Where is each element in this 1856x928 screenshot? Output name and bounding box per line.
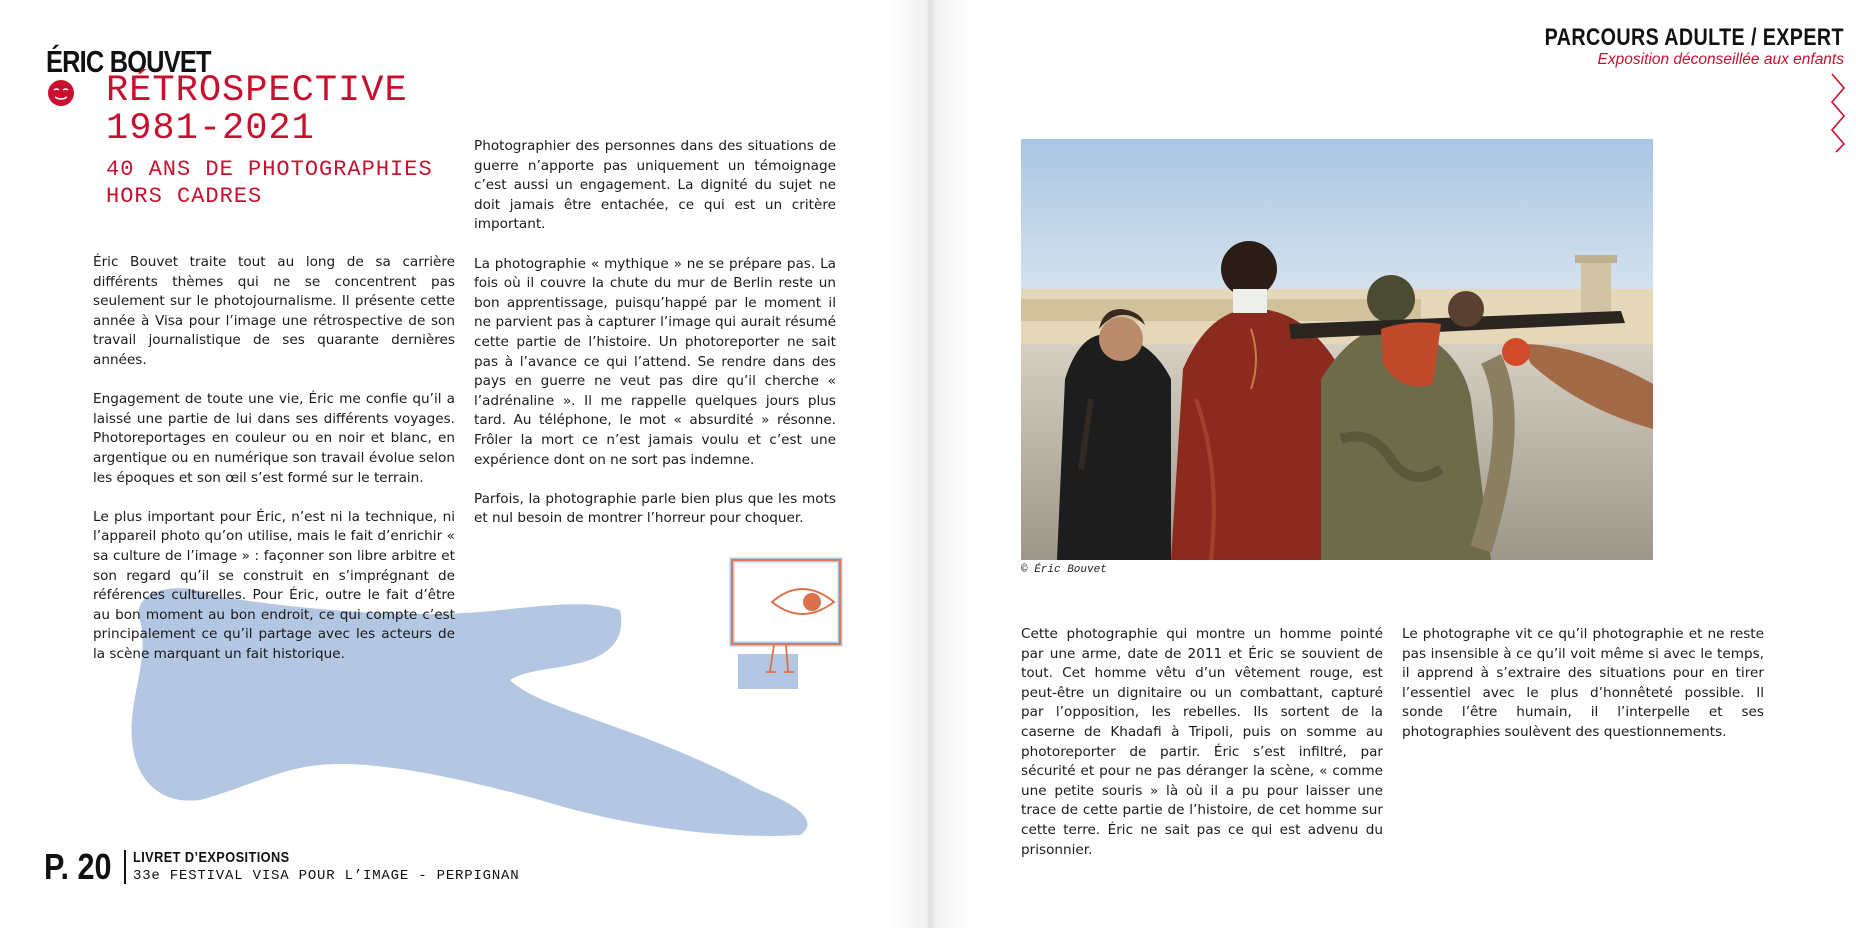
left-page-column-2 (474, 137, 836, 548)
subtitle-line-2: HORS CADRES (106, 184, 263, 209)
age-warning: Exposition déconseillée aux enfants (1597, 51, 1844, 68)
paragraph: Engagement de toute une vie, Éric me confie qu’il a laissé une partie de lui dans ses différents voyages. Photoreportages en couleur ou en noir et blanc, en argentique ou en numérique son travail évolue selon les époques et son œil s’est formé sur le terrain. (93, 391, 455, 486)
paragraph: Cette photographie qui montre un homme pointé par une arme, date de 2011 et Éric se souvient de tout. Cet homme vêtu d’un vêtement rouge, est peut-être un dignitaire ou un combattant, capturé par l’opposition, les rebelles. Ils sortent de la caserne de Khadafi à Tripoli, puis on somme au photoreporter de partir. Éric s’est infiltré, par sécurité et pour ne pas déranger la scène, « comme une petite souris » là où il a pu pour laisser une trace de cette partie de l’histoire, de cet homme sur cette terre. Éric ne sait pas ce qui est advenu du prisonnier. (1021, 626, 1383, 858)
left-page-column-1 (93, 253, 455, 684)
paragraph: Parfois, la photographie parle bien plus que les mots et nul besoin de montrer l’horreur pour choquer. (474, 490, 836, 527)
page-subtitle (106, 156, 433, 210)
photo-caption: © Éric Bouvet (1021, 564, 1107, 576)
title-line-2: 1981-2021 (106, 108, 315, 150)
right-page-column-1 (1021, 625, 1383, 880)
paragraph: Le photographe vit ce qu’il photographie et ne reste pas insensible à ce qu’il voit même si avec le temps, il apprend à s’extraire des situations pour en tirer l’essentiel avec le plus d’honnêteté possible. Il sonde l’être humain, il l’interpelle et ses photographies soulèvent des questionnements. (1402, 626, 1764, 740)
author-name: ÉRIC BOUVET (46, 44, 211, 79)
footer-booklet-title: LIVRET D’EXPOSITIONS (133, 849, 290, 866)
paragraph: Éric Bouvet traite tout au long de sa carrière différents thèmes qui ne se concentrent pas seulement sur le photojournalisme. Il présente cette année à Visa pour l’image une rétrospective de son travail journalistique de ses quarante dernières années. (93, 254, 455, 368)
right-page (928, 0, 1856, 928)
feature-photograph (1021, 139, 1653, 560)
red-face-logo-icon (48, 80, 74, 106)
title-line-1: RÉTROSPECTIVE (106, 70, 408, 112)
paragraph: Photographier des personnes dans des situations de guerre n’apporte pas uniquement un témoignage c’est aussi un engagement. La dignité du sujet ne doit jamais être entachée, ce qui est un critère important. (474, 138, 836, 233)
paragraph: Le plus important pour Éric, n’est ni la technique, ni l’appareil photo qu’on utilise, mais le fait d’enrichir « sa culture de l’image » : façonner son libre arbitre et son regard qu’il se construit en s’imprégnant de références culturelles. Pour Éric, outre le fait d’être au bon moment au bon endroit, ce qui compte c’est principalement ce qu’il partage avec les acteurs de la scène marquant un fait historique. (93, 508, 455, 662)
footer-festival-name: 33e FESTIVAL VISA POUR L’IMAGE - PERPIGNAN (133, 868, 520, 884)
subtitle-line-1: 40 ANS DE PHOTOGRAPHIES (106, 157, 433, 182)
paragraph: La photographie « mythique » ne se prépare pas. La fois où il couvre la chute du mur de Berlin reste un bon apprentissage, puisqu’happé par le moment il ne parvient pas à capturer l’image qui aurait résumé cette partie de l’histoire. Un photoreporter ne sait pas à l’avance ce qui l’attend. Se rendre dans des pays en guerre ne veut pas dire qu’il cherche « l’adrénaline ». Il me rappelle quelques jours plus tard. Au téléphone, le mot « absurdité » résonne. Frôler la mort ce n’est jamais voulu et c’est une expérience dont on ne sort pas indemne. (474, 255, 836, 468)
right-page-column-2 (1402, 625, 1764, 762)
footer-divider (124, 850, 126, 884)
page-title (106, 72, 408, 148)
page-number: P. 20 (44, 846, 112, 887)
red-zigzag-decoration (1828, 72, 1848, 154)
parcours-label: PARCOURS ADULTE / EXPERT (1544, 24, 1844, 51)
